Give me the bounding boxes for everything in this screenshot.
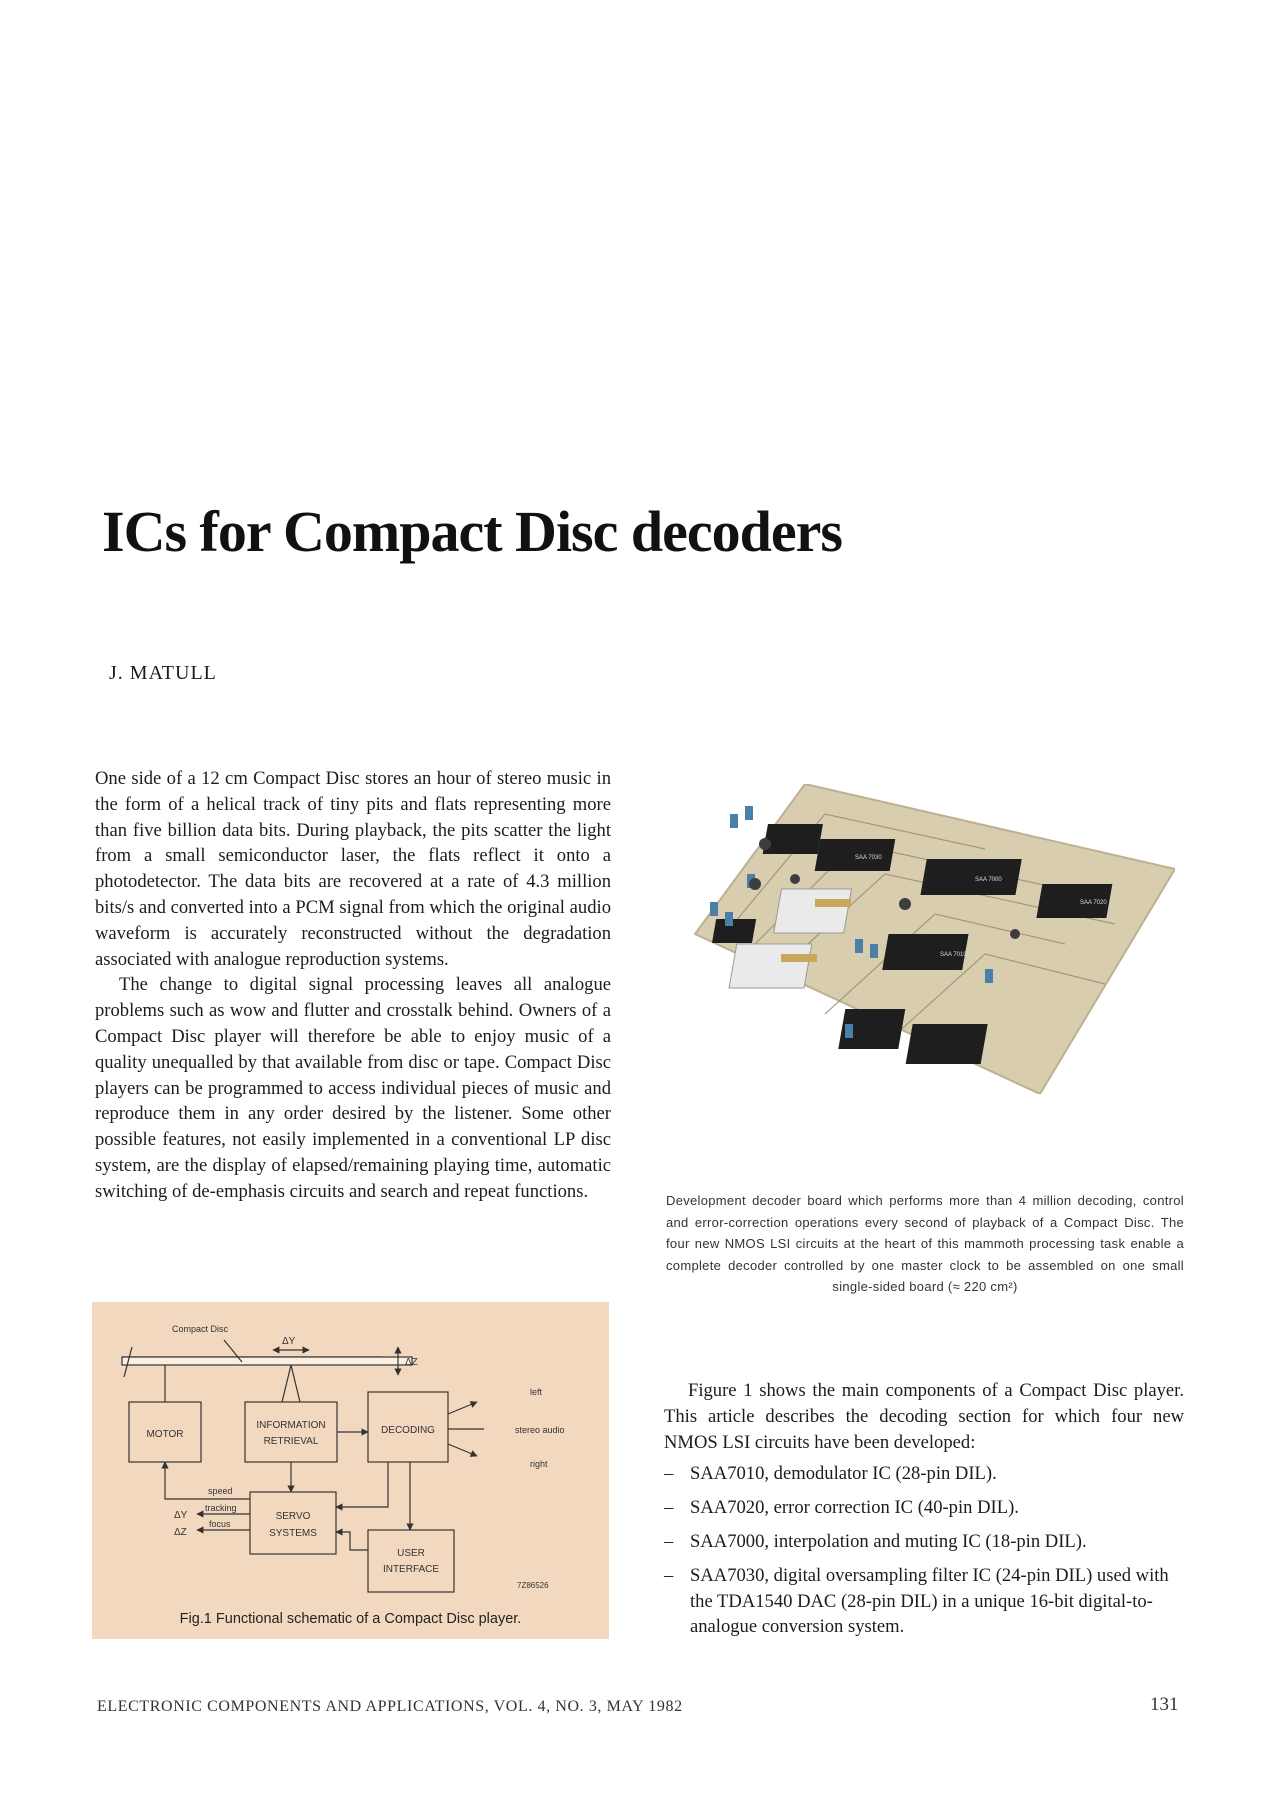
ic-list — [664, 1461, 1184, 1640]
page-number: 131 — [1150, 1694, 1179, 1715]
focus-label: focus — [209, 1519, 231, 1529]
speed-label: speed — [208, 1486, 233, 1496]
list-item-text: SAA7030, digital oversampling filter IC (24-pin DIL) used with the TDA1540 DAC (28-pin DIL) in a unique 16-bit digital-to-analogue conversion system. — [690, 1564, 1169, 1638]
list-item-text: SAA7010, demodulator IC (28-pin DIL). — [690, 1463, 997, 1485]
info-retrieval-label-2: RETRIEVAL — [263, 1436, 319, 1447]
user-interface-label-1: USER — [397, 1548, 425, 1559]
chip-label: SAA 7010 — [940, 952, 967, 958]
list-dash: – — [664, 1463, 674, 1485]
list-dash: – — [664, 1564, 674, 1586]
ic-chip — [763, 824, 823, 854]
paragraph-2: The change to digital signal processing leaves all analogue problems such as wow and flutter and crosstalk behind. Owners of a Compact Disc player will therefore be able to enjoy music of a quality unequalled by that available from disc or tape. Compact Disc players can be programmed to access individual pieces of music and reproduce them in any order desired by the listener. Some other possible features, not easily implemented in a conventional LP disc system, are the display of elapsed/remaining playing time, automatic switching of de-emphasis circuits and search and repeat functions. — [95, 974, 611, 1202]
user-interface-label-2: INTERFACE — [382, 1564, 440, 1575]
servo-label-2: SYSTEMS — [269, 1528, 317, 1539]
list-dash: – — [664, 1497, 674, 1519]
decoder-board-photo — [685, 784, 1175, 1094]
list-item-text: SAA7020, error correction IC (40-pin DIL). — [690, 1497, 1019, 1519]
intro-paragraph: Figure 1 shows the main components of a Compact Disc player. This article describes the decoding section for which four new NMOS LSI circuits have been developed: — [664, 1380, 1184, 1453]
figure-1 — [92, 1302, 609, 1639]
tracking-label: tracking — [205, 1503, 237, 1513]
figure-caption: Fig.1 Functional schematic of a Compact Disc player. — [179, 1611, 522, 1627]
list-dash: – — [664, 1530, 674, 1552]
journal-footer: ELECTRONIC COMPONENTS AND APPLICATIONS, VOL. 4, NO. 3, MAY 1982 — [97, 1698, 683, 1715]
ceramic-ic — [774, 889, 852, 933]
schematic-diagram — [92, 1302, 609, 1639]
user-interface-block — [368, 1530, 454, 1592]
tracking-delta-y: ΔY — [174, 1510, 188, 1521]
info-retrieval-label-1: INFORMATION — [256, 1420, 326, 1431]
chip-label: SAA 7000 — [975, 877, 1002, 883]
servo-label-1: SERVO — [275, 1511, 311, 1522]
list-item — [664, 1529, 1184, 1555]
list-item — [664, 1563, 1184, 1640]
ceramic-ic — [729, 944, 812, 988]
right-column-text — [664, 1378, 1184, 1648]
left-column-text — [95, 766, 611, 1205]
info-retrieval-block — [245, 1402, 337, 1462]
list-item — [664, 1495, 1184, 1521]
connector — [906, 1024, 988, 1064]
list-item-text: SAA7000, interpolation and muting IC (18-pin DIL). — [690, 1530, 1087, 1552]
chip-label: SAA 7030 — [855, 855, 882, 861]
delta-z-label: ΔZ — [405, 1357, 418, 1368]
right-output-label: right — [530, 1459, 548, 1469]
list-item — [664, 1461, 1184, 1487]
photo-caption: Development decoder board which performs more than 4 million decoding, control and error-correction operations every second of playback of a Compact Disc. The four new NMOS LSI circuits at the heart of this mammoth processing task enable a complete decoder controlled by one master clock to be assembled on one small single-sided board (≈ 220 cm²) — [666, 1193, 1184, 1294]
disc-body — [122, 1357, 412, 1365]
author-name: J. MATULL — [109, 662, 217, 684]
ic-chip — [712, 919, 756, 943]
motor-label: MOTOR — [146, 1429, 184, 1440]
servo-block — [250, 1492, 336, 1554]
delta-y-label: ΔY — [282, 1336, 296, 1347]
focus-delta-z: ΔZ — [174, 1527, 187, 1538]
ic-chip — [920, 859, 1021, 895]
paragraph-1: One side of a 12 cm Compact Disc stores an hour of stereo music in the form of a helical track of tiny pits and flats representing more than five billion data bits. During playback, the pits scatter the light from a small semiconductor laser, the flats reflect it onto a photodetector. The data bits are recovered at a rate of 4.3 million bits/s and converted into a PCM signal from which the original audio waveform is accurately reconstructed without the degradation associated with analogue reproduction systems. — [95, 768, 611, 970]
stereo-audio-label: stereo audio — [515, 1425, 565, 1435]
article-title: ICs for Compact Disc decoders — [102, 499, 842, 564]
disc-label: Compact Disc — [172, 1324, 229, 1334]
left-output-label: left — [530, 1387, 543, 1397]
decoding-label: DECODING — [381, 1425, 435, 1436]
figure-code: 7Z86526 — [517, 1581, 549, 1590]
chip-label: SAA 7020 — [1080, 900, 1107, 906]
